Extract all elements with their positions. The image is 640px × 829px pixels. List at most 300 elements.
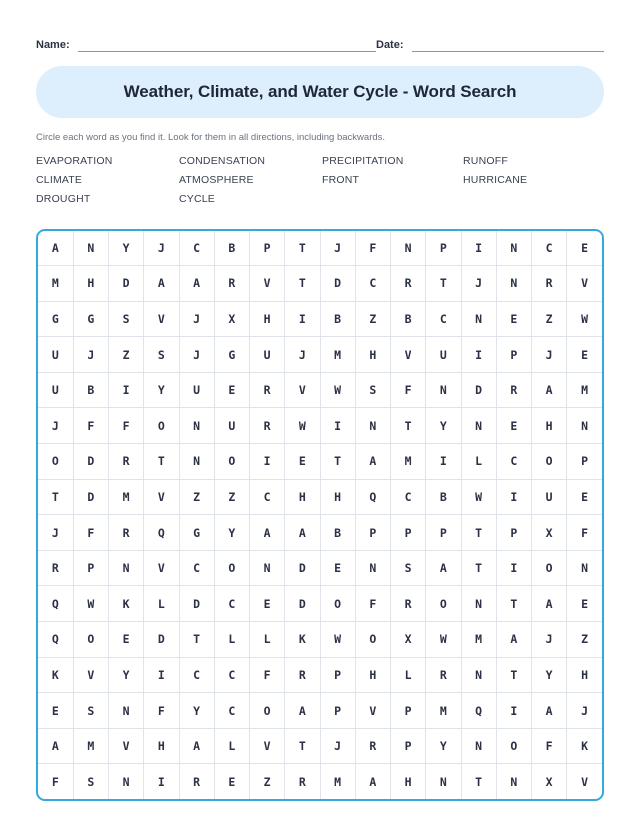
grid-cell[interactable]: P [250,231,285,266]
grid-cell[interactable]: I [426,444,461,480]
grid-cell[interactable]: I [144,657,179,693]
grid-cell[interactable]: Z [355,301,390,337]
grid-cell[interactable]: O [214,444,249,480]
grid-cell[interactable]: E [496,408,531,444]
grid-cell[interactable]: O [496,728,531,764]
grid-row [38,550,602,586]
grid-cell[interactable]: I [109,372,144,408]
grid-cell[interactable]: L [214,728,249,764]
grid-cell[interactable]: O [38,444,73,480]
grid-cell[interactable]: W [285,408,320,444]
name-field-group [36,38,376,52]
grid-cell[interactable]: Y [532,657,567,693]
grid-cell[interactable]: P [496,515,531,551]
grid-cell[interactable]: G [38,301,73,337]
grid-cell[interactable]: G [214,337,249,373]
grid-cell[interactable]: E [38,693,73,729]
grid-cell[interactable]: R [109,515,144,551]
grid-cell[interactable]: L [391,657,426,693]
grid-cell[interactable]: R [179,764,214,799]
grid-cell[interactable]: B [426,479,461,515]
grid-cell[interactable]: N [461,408,496,444]
grid-cell[interactable]: C [214,657,249,693]
grid-cell[interactable]: B [320,515,355,551]
grid-cell[interactable]: U [179,372,214,408]
grid-cell[interactable]: H [73,266,108,302]
grid-cell[interactable]: M [38,266,73,302]
grid-cell[interactable]: Z [214,479,249,515]
grid-row [38,337,602,373]
grid-cell[interactable]: O [214,550,249,586]
grid-cell[interactable]: W [461,479,496,515]
grid-cell[interactable]: R [285,764,320,799]
name-input-line[interactable] [78,38,376,52]
grid-cell[interactable]: J [532,337,567,373]
grid-cell[interactable]: Q [461,693,496,729]
grid-cell[interactable]: P [391,693,426,729]
grid-cell[interactable]: T [391,408,426,444]
grid-cell[interactable]: A [250,515,285,551]
grid-cell[interactable]: V [391,337,426,373]
grid-cell[interactable]: V [73,657,108,693]
grid-cell[interactable]: J [73,337,108,373]
grid-row [38,586,602,622]
grid-cell[interactable]: V [355,693,390,729]
word-search-grid [36,229,604,802]
grid-cell[interactable]: M [320,764,355,799]
grid-cell[interactable]: Z [532,301,567,337]
grid-cell[interactable]: P [355,515,390,551]
grid-cell[interactable]: V [567,266,602,302]
grid-row [38,764,602,799]
grid-cell[interactable]: M [391,444,426,480]
grid-cell[interactable]: J [179,337,214,373]
grid-cell[interactable]: J [38,408,73,444]
grid-cell[interactable]: T [285,728,320,764]
grid-cell[interactable]: T [461,764,496,799]
grid-cell[interactable]: N [179,444,214,480]
grid-cell[interactable]: F [73,408,108,444]
grid-cell[interactable]: F [109,408,144,444]
grid-cell[interactable]: E [567,231,602,266]
grid-cell[interactable]: A [285,515,320,551]
word-list-item[interactable]: PRECIPITATION [322,154,404,167]
grid-cell[interactable]: Q [38,586,73,622]
grid-cell[interactable]: T [461,515,496,551]
grid-cell[interactable]: D [179,586,214,622]
grid-cell[interactable]: O [355,622,390,658]
grid-cell[interactable]: E [214,372,249,408]
grid-cell[interactable]: V [250,266,285,302]
grid-cell[interactable]: R [38,550,73,586]
grid-cell[interactable]: J [285,337,320,373]
grid-cell[interactable]: U [426,337,461,373]
grid-cell[interactable]: H [567,657,602,693]
grid-cell[interactable]: N [109,550,144,586]
grid-cell[interactable]: V [144,479,179,515]
grid-cell[interactable]: T [320,444,355,480]
grid-cell[interactable]: H [355,337,390,373]
grid-cell[interactable]: D [285,550,320,586]
word-list-item[interactable]: DROUGHT [36,192,91,205]
grid-cell[interactable]: P [567,444,602,480]
grid-cell[interactable]: H [355,657,390,693]
grid-cell[interactable]: Y [109,231,144,266]
grid-cell[interactable]: I [461,231,496,266]
grid-cell[interactable]: N [73,231,108,266]
grid-cell[interactable]: A [532,372,567,408]
grid-cell[interactable]: T [179,622,214,658]
grid-cell[interactable]: K [285,622,320,658]
grid-cell[interactable]: I [496,479,531,515]
grid-cell[interactable]: V [144,550,179,586]
grid-cell[interactable]: D [144,622,179,658]
grid-cell[interactable]: Y [179,693,214,729]
grid-cell[interactable]: A [144,266,179,302]
grid-cell[interactable]: C [214,586,249,622]
grid-cell[interactable]: P [320,693,355,729]
letter-grid-body [38,231,602,800]
word-list [36,154,604,207]
grid-cell[interactable]: X [214,301,249,337]
grid-cell[interactable]: D [285,586,320,622]
grid-cell[interactable]: D [109,266,144,302]
grid-cell[interactable]: N [391,231,426,266]
grid-cell[interactable]: E [567,479,602,515]
word-list-item[interactable]: RUNOFF [463,154,508,167]
grid-cell[interactable]: C [179,657,214,693]
name-label: Name: [36,39,70,51]
grid-row [38,444,602,480]
grid-cell[interactable]: S [73,764,108,799]
grid-cell[interactable]: M [461,622,496,658]
grid-cell[interactable]: R [532,266,567,302]
page-title: Weather, Climate, and Water Cycle - Word Search [123,82,517,101]
grid-cell[interactable]: S [73,693,108,729]
grid-cell[interactable]: B [214,231,249,266]
grid-cell[interactable]: P [320,657,355,693]
grid-cell[interactable]: J [144,231,179,266]
grid-cell[interactable]: H [250,301,285,337]
grid-cell[interactable]: J [179,301,214,337]
letter-grid-table [38,231,602,800]
grid-cell[interactable]: L [250,622,285,658]
grid-cell[interactable]: B [320,301,355,337]
grid-cell[interactable]: F [532,728,567,764]
grid-cell[interactable]: V [109,728,144,764]
grid-cell[interactable]: I [496,693,531,729]
grid-cell[interactable]: Y [109,657,144,693]
grid-cell[interactable]: U [532,479,567,515]
grid-cell[interactable]: J [461,266,496,302]
grid-cell[interactable]: Y [426,408,461,444]
grid-cell[interactable]: L [144,586,179,622]
grid-cell[interactable]: Y [144,372,179,408]
grid-cell[interactable]: N [461,657,496,693]
grid-cell[interactable]: R [496,372,531,408]
grid-cell[interactable]: X [532,764,567,799]
grid-cell[interactable]: N [496,764,531,799]
grid-cell[interactable]: E [250,586,285,622]
grid-cell[interactable]: J [320,231,355,266]
word-list-item[interactable]: HURRICANE [463,173,528,186]
grid-cell[interactable]: G [179,515,214,551]
grid-cell[interactable]: E [496,301,531,337]
grid-cell[interactable]: V [567,764,602,799]
grid-cell[interactable]: L [461,444,496,480]
grid-row [38,372,602,408]
grid-cell[interactable]: X [391,622,426,658]
grid-cell[interactable]: J [567,693,602,729]
grid-cell[interactable]: I [461,337,496,373]
grid-cell[interactable]: T [285,266,320,302]
grid-cell[interactable]: W [426,622,461,658]
grid-cell[interactable]: I [285,301,320,337]
grid-cell[interactable]: C [179,231,214,266]
grid-cell[interactable]: E [567,586,602,622]
grid-cell[interactable]: O [532,550,567,586]
grid-cell[interactable]: J [532,622,567,658]
grid-cell[interactable]: D [320,266,355,302]
grid-cell[interactable]: V [250,728,285,764]
word-list-item[interactable]: ATMOSPHERE [179,173,254,186]
grid-cell[interactable]: H [144,728,179,764]
grid-cell[interactable]: N [426,372,461,408]
grid-cell[interactable]: W [73,586,108,622]
grid-cell[interactable]: H [285,479,320,515]
grid-cell[interactable]: R [250,372,285,408]
grid-cell[interactable]: T [461,550,496,586]
grid-cell[interactable]: N [567,550,602,586]
grid-cell[interactable]: C [214,693,249,729]
orange-dot-icon [60,83,70,93]
grid-cell[interactable]: Y [426,728,461,764]
grid-cell[interactable]: K [567,728,602,764]
grid-cell[interactable]: Z [250,764,285,799]
grid-row [38,231,602,266]
grid-row [38,657,602,693]
grid-cell[interactable]: O [250,693,285,729]
grid-cell[interactable]: W [320,372,355,408]
grid-cell[interactable]: T [496,657,531,693]
grid-cell[interactable]: N [461,586,496,622]
grid-cell[interactable]: F [391,372,426,408]
word-list-item[interactable]: CYCLE [179,192,216,205]
grid-cell[interactable]: Y [214,515,249,551]
grid-cell[interactable]: V [144,301,179,337]
word-list-item[interactable]: CLIMATE [36,173,83,186]
grid-cell[interactable]: T [285,231,320,266]
grid-cell[interactable]: K [38,657,73,693]
grid-cell[interactable]: C [250,479,285,515]
grid-cell[interactable]: R [214,266,249,302]
grid-cell[interactable]: M [567,372,602,408]
grid-cell[interactable]: N [109,764,144,799]
grid-cell[interactable]: N [355,550,390,586]
grid-row [38,408,602,444]
grid-cell[interactable]: R [109,444,144,480]
grid-cell[interactable]: P [426,231,461,266]
grid-cell[interactable]: A [426,550,461,586]
grid-cell[interactable]: C [355,266,390,302]
grid-cell[interactable]: F [355,586,390,622]
grid-cell[interactable]: N [461,728,496,764]
name-date-row [36,0,604,52]
grid-cell[interactable]: M [426,693,461,729]
grid-cell[interactable]: K [109,586,144,622]
grid-cell[interactable]: J [38,515,73,551]
grid-cell[interactable]: L [214,622,249,658]
blue-dot-icon [571,88,582,99]
grid-cell[interactable]: S [355,372,390,408]
grid-row [38,693,602,729]
grid-cell[interactable]: G [73,301,108,337]
grid-cell[interactable]: O [73,622,108,658]
grid-cell[interactable]: E [567,337,602,373]
grid-cell[interactable]: R [391,586,426,622]
grid-cell[interactable]: W [567,301,602,337]
grid-cell[interactable]: A [179,728,214,764]
grid-cell[interactable]: N [496,266,531,302]
grid-cell[interactable]: N [250,550,285,586]
grid-cell[interactable]: M [320,337,355,373]
grid-cell[interactable]: C [426,301,461,337]
date-label: Date: [376,39,404,51]
grid-cell[interactable]: I [250,444,285,480]
grid-cell[interactable]: N [496,231,531,266]
grid-cell[interactable]: T [426,266,461,302]
grid-row [38,479,602,515]
grid-cell[interactable]: S [144,337,179,373]
grid-cell[interactable]: O [144,408,179,444]
grid-cell[interactable]: D [73,479,108,515]
grid-row [38,301,602,337]
grid-cell[interactable]: S [109,301,144,337]
grid-cell[interactable]: O [426,586,461,622]
green-dot-icon [78,98,86,106]
word-list-item[interactable]: CONDENSATION [179,154,266,167]
grid-cell[interactable]: M [73,728,108,764]
grid-cell[interactable]: J [320,728,355,764]
grid-cell[interactable]: Z [179,479,214,515]
title-banner [36,66,604,118]
grid-cell[interactable]: O [532,444,567,480]
grid-cell[interactable]: N [567,408,602,444]
grid-cell[interactable]: A [285,693,320,729]
grid-cell[interactable]: A [355,444,390,480]
grid-cell[interactable]: E [109,622,144,658]
grid-cell[interactable]: F [38,764,73,799]
grid-cell[interactable]: Z [567,622,602,658]
grid-cell[interactable]: U [38,372,73,408]
grid-cell[interactable]: B [73,372,108,408]
grid-cell[interactable]: H [320,479,355,515]
grid-cell[interactable]: M [109,479,144,515]
grid-cell[interactable]: H [532,408,567,444]
grid-cell[interactable]: X [532,515,567,551]
grid-cell[interactable]: P [391,515,426,551]
grid-cell[interactable]: D [73,444,108,480]
grid-cell[interactable]: A [38,231,73,266]
grid-row [38,515,602,551]
grid-row [38,622,602,658]
grid-cell[interactable]: I [144,764,179,799]
grid-row [38,728,602,764]
grid-cell[interactable]: V [285,372,320,408]
grid-cell[interactable]: A [355,764,390,799]
grid-cell[interactable]: N [355,408,390,444]
grid-cell[interactable]: R [391,266,426,302]
grid-cell[interactable]: U [250,337,285,373]
grid-cell[interactable]: C [179,550,214,586]
grid-cell[interactable]: B [391,301,426,337]
grid-cell[interactable]: P [496,337,531,373]
grid-cell[interactable]: A [532,586,567,622]
grid-cell[interactable]: Q [38,622,73,658]
word-list-item[interactable]: EVAPORATION [36,154,113,167]
grid-cell[interactable]: U [214,408,249,444]
grid-cell[interactable]: R [355,728,390,764]
grid-cell[interactable]: T [38,479,73,515]
grid-cell[interactable]: C [496,444,531,480]
grid-cell[interactable]: I [320,408,355,444]
grid-cell[interactable]: Q [144,515,179,551]
grid-cell[interactable]: C [532,231,567,266]
grid-cell[interactable]: F [250,657,285,693]
grid-cell[interactable]: C [391,479,426,515]
date-input-line[interactable] [412,38,604,52]
word-list-item[interactable]: FRONT [322,173,360,186]
grid-cell[interactable]: F [567,515,602,551]
grid-cell[interactable]: W [320,622,355,658]
grid-cell[interactable]: E [320,550,355,586]
grid-cell[interactable]: H [391,764,426,799]
grid-cell[interactable]: F [73,515,108,551]
grid-cell[interactable]: A [532,693,567,729]
grid-cell[interactable]: A [496,622,531,658]
red-dot-icon [554,104,562,112]
grid-cell[interactable]: R [285,657,320,693]
grid-cell[interactable]: U [38,337,73,373]
grid-cell[interactable]: P [73,550,108,586]
grid-cell[interactable]: N [461,301,496,337]
grid-cell[interactable]: Z [109,337,144,373]
grid-cell[interactable]: I [496,550,531,586]
grid-cell[interactable]: P [426,515,461,551]
grid-cell[interactable]: D [461,372,496,408]
grid-cell[interactable]: S [391,550,426,586]
grid-cell[interactable]: N [109,693,144,729]
grid-cell[interactable]: N [179,408,214,444]
grid-cell[interactable]: T [144,444,179,480]
grid-cell[interactable]: Q [355,479,390,515]
grid-cell[interactable]: R [250,408,285,444]
grid-cell[interactable]: A [179,266,214,302]
instructions-text: Circle each word as you find it. Look for them in all directions, including backwards. [36,132,386,143]
grid-cell[interactable]: F [144,693,179,729]
grid-cell[interactable]: O [320,586,355,622]
grid-cell[interactable]: R [426,657,461,693]
grid-cell[interactable]: F [355,231,390,266]
grid-cell[interactable]: P [391,728,426,764]
grid-row [38,266,602,302]
grid-cell[interactable]: E [285,444,320,480]
grid-cell[interactable]: E [214,764,249,799]
grid-cell[interactable]: A [38,728,73,764]
date-field-group [376,38,604,52]
grid-cell[interactable]: T [496,586,531,622]
grid-cell[interactable]: N [426,764,461,799]
